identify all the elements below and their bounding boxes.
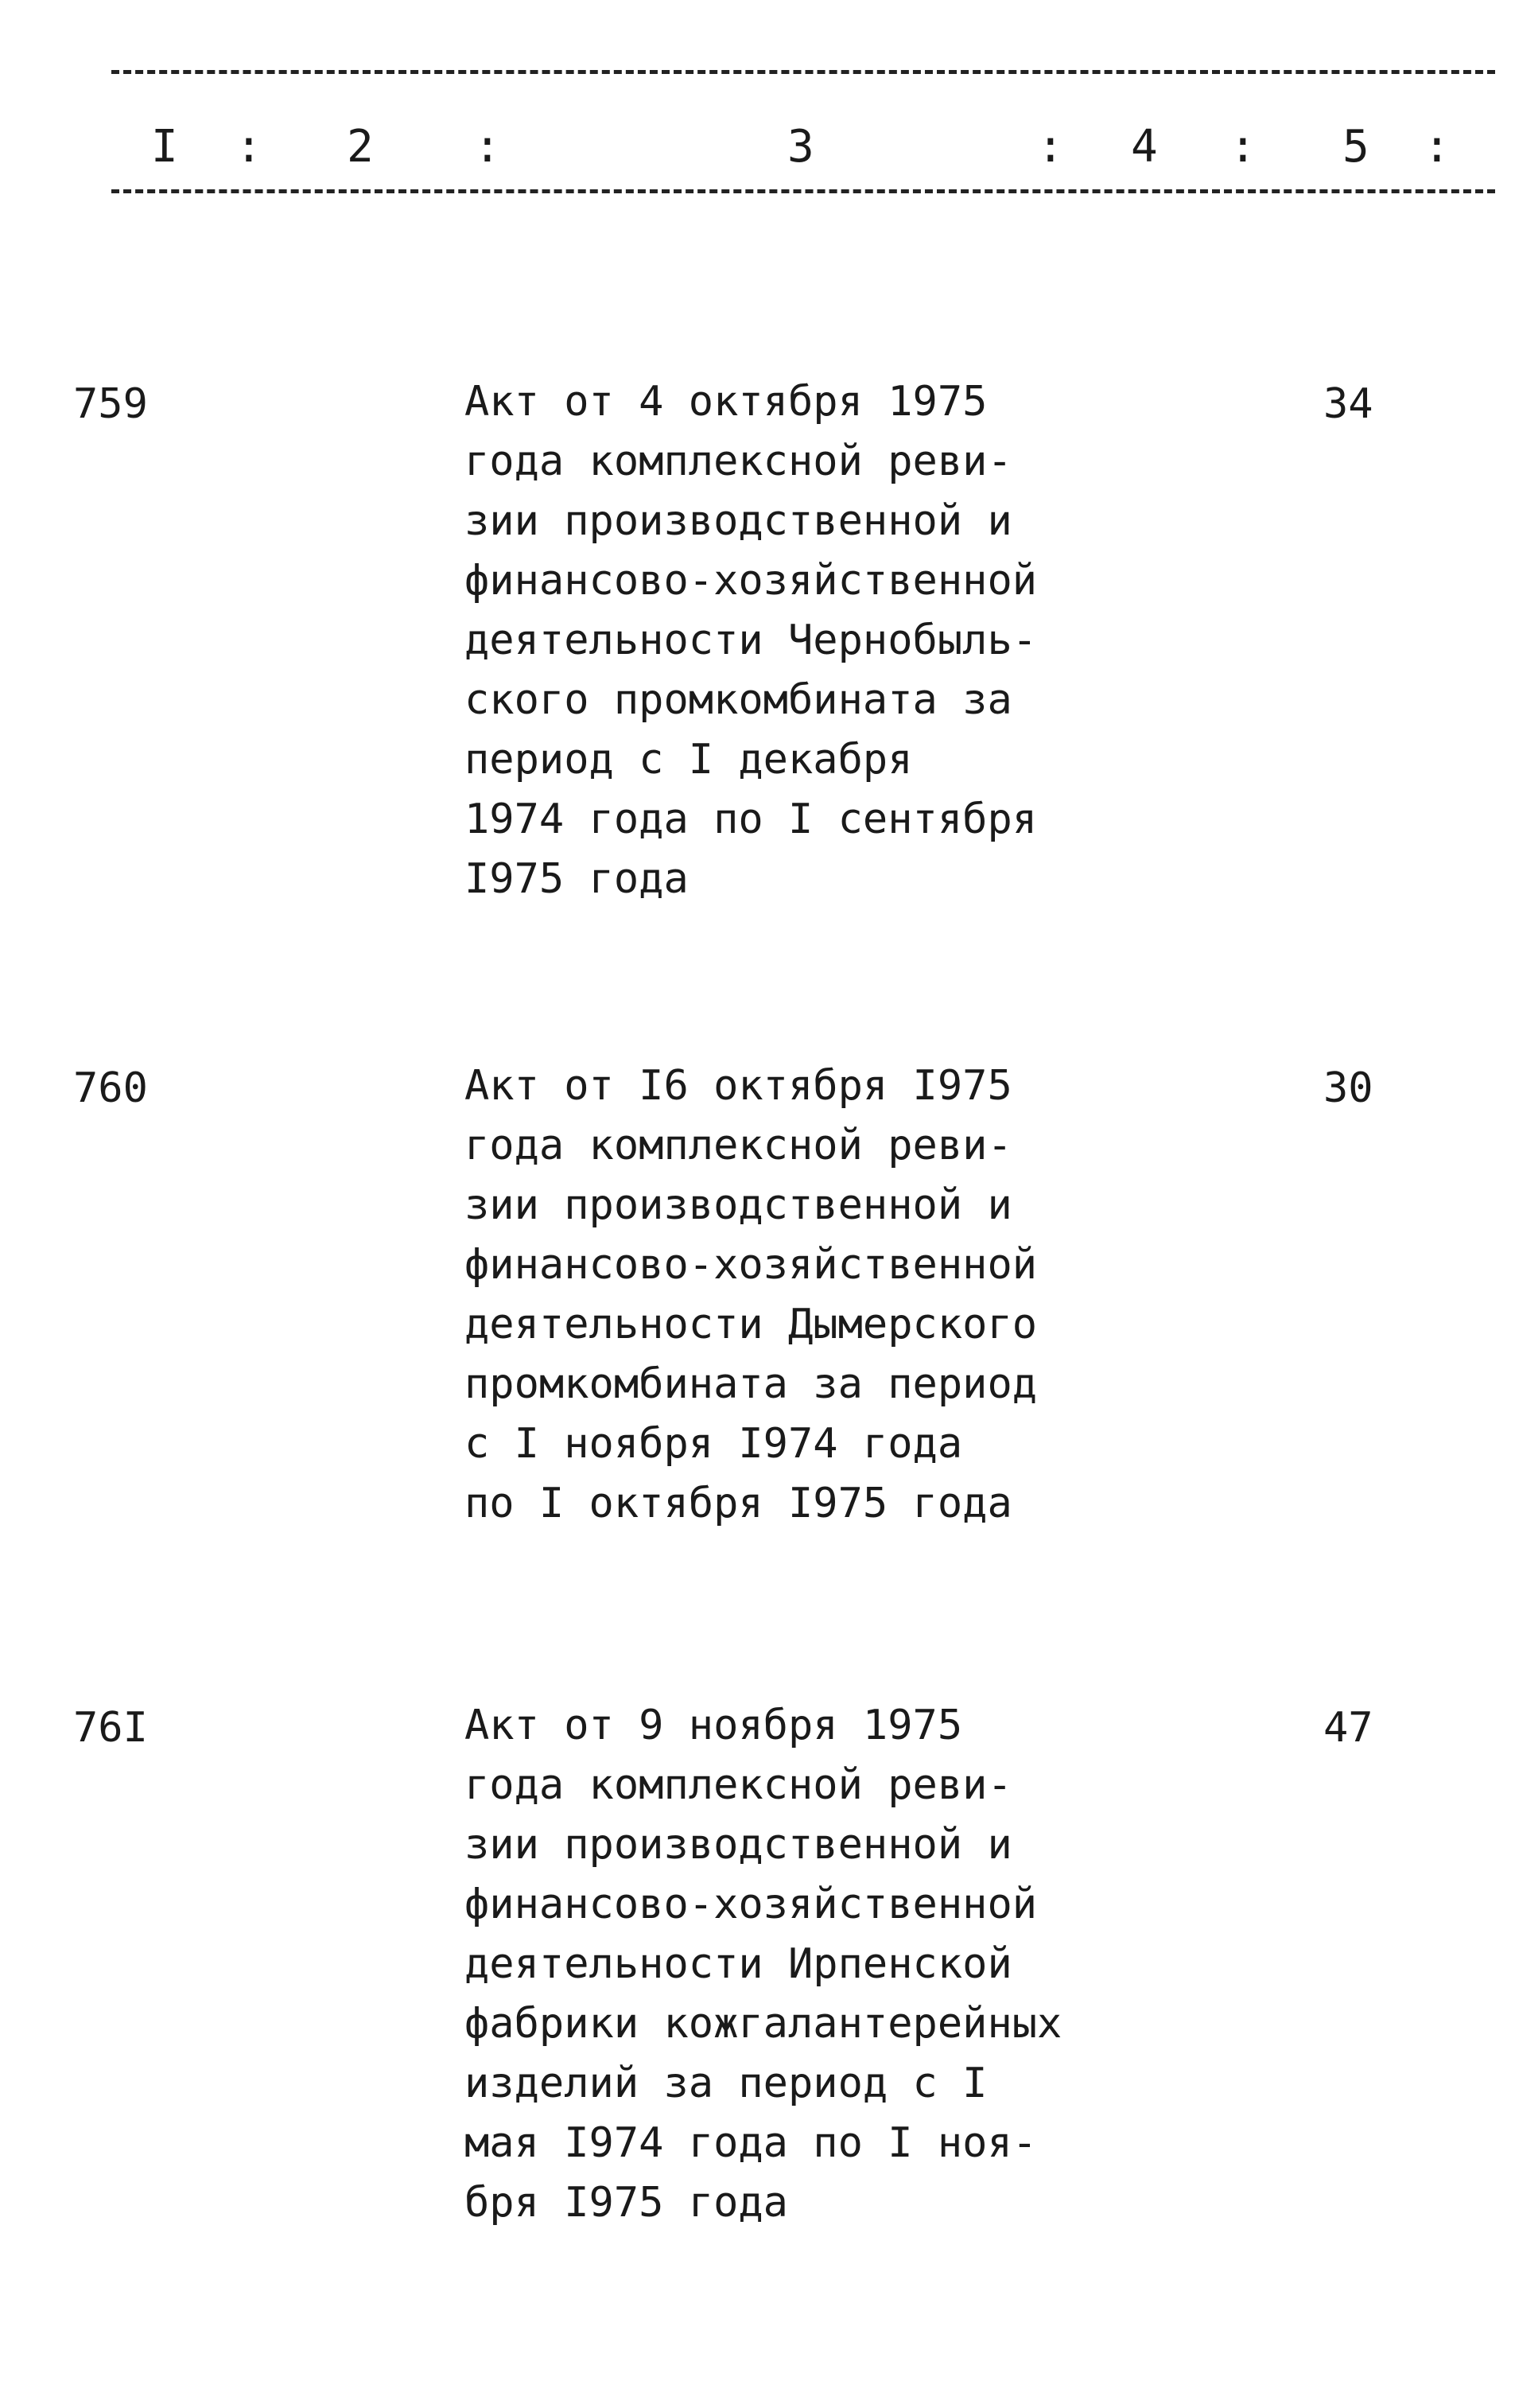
header-separator: :	[1424, 121, 1451, 173]
description-line: период с I декабря	[464, 736, 913, 784]
description-line: года комплексной реви-	[464, 438, 1012, 485]
header-col-3: 3	[787, 121, 814, 173]
header-col-2: 2	[347, 121, 374, 173]
entry-description	[464, 1056, 1069, 1534]
description-line: зии производственной и	[464, 497, 1012, 545]
description-line: изделий за период с I	[464, 2060, 988, 2107]
description-line: по I октября I975 года	[464, 1480, 1012, 1527]
description-line: Акт от 9 ноября 1975	[464, 1702, 963, 1749]
entry-sheet-count: 34	[1323, 380, 1373, 428]
description-line: ского промкомбината за	[464, 676, 1012, 724]
description-line: мая I974 года по I ноя-	[464, 2119, 1038, 2167]
description-line: зии производственной и	[464, 1181, 1012, 1229]
header-separator: :	[1037, 121, 1064, 173]
header-separator: :	[474, 121, 501, 173]
header-bottom-dashed-rule	[111, 189, 1495, 193]
description-line: года комплексной реви-	[464, 1761, 1012, 1809]
entry-description	[464, 1696, 1069, 2233]
entry-number: 759	[73, 380, 148, 428]
column-number-header	[0, 111, 1515, 183]
header-separator: :	[235, 121, 262, 173]
header-col-4: 4	[1131, 121, 1158, 173]
description-line: Акт от 4 октября 1975	[464, 378, 988, 426]
description-line: деятельности Дымерского	[464, 1301, 1038, 1348]
description-line: финансово-хозяйственной	[464, 1881, 1038, 1928]
description-line: зии производственной и	[464, 1821, 1012, 1869]
entry-sheet-count: 30	[1323, 1064, 1373, 1112]
header-col-1: I	[151, 121, 178, 173]
description-line: Акт от I6 октября I975	[464, 1062, 1012, 1110]
header-top-dashed-rule	[111, 70, 1495, 74]
header-col-5: 5	[1342, 121, 1369, 173]
description-line: финансово-хозяйственной	[464, 1241, 1038, 1289]
description-line: финансово-хозяйственной	[464, 557, 1038, 605]
entry-number: 76I	[73, 1704, 148, 1752]
description-line: бря I975 года	[464, 2179, 788, 2227]
description-line: года комплексной реви-	[464, 1122, 1012, 1169]
description-line: деятельности Ирпенской	[464, 1940, 1012, 1988]
description-line: с I ноября I974 года	[464, 1420, 963, 1468]
description-line: 1974 года по I сентября	[464, 796, 1038, 843]
entry-description	[464, 372, 1069, 909]
entry-sheet-count: 47	[1323, 1704, 1373, 1752]
description-line: I975 года	[464, 855, 689, 903]
header-separator: :	[1229, 121, 1257, 173]
description-line: деятельности Чернобыль-	[464, 617, 1038, 664]
description-line: промкомбината за период	[464, 1360, 1038, 1408]
entry-number: 760	[73, 1064, 148, 1112]
description-line: фабрики кожгалантерейных	[464, 2000, 1062, 2048]
